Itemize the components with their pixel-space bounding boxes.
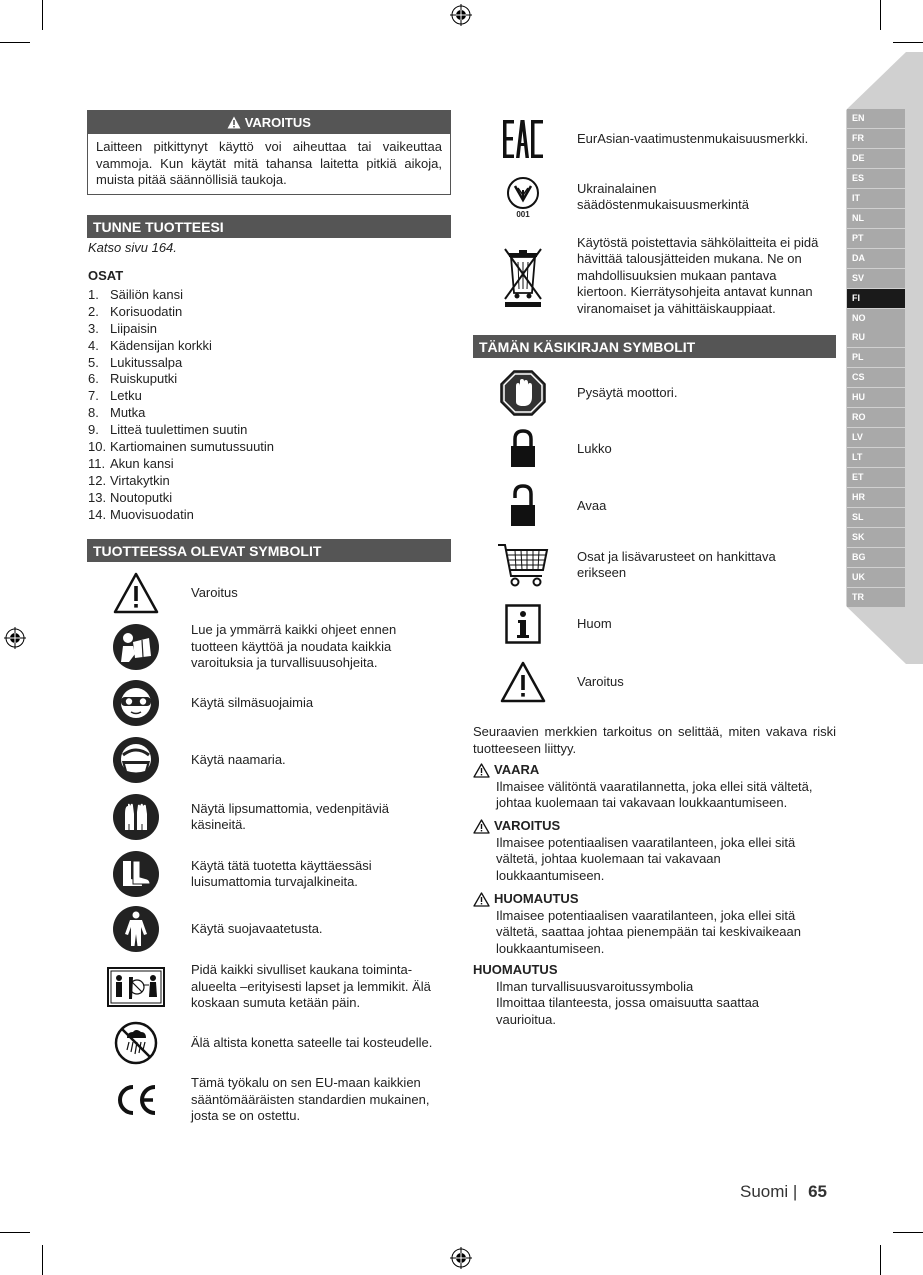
registration-mark-icon [450, 4, 472, 26]
list-item [88, 405, 274, 422]
symbol-description: Lukko [577, 440, 612, 456]
language-tab-fr[interactable]: FR [847, 129, 905, 148]
list-item [88, 456, 274, 473]
read-manual-icon [87, 624, 185, 670]
list-item-number: 3. [88, 320, 99, 336]
list-item-label: Kädensijan korkki [110, 337, 212, 353]
hazard-title: HUOMAUTUS [473, 962, 558, 977]
list-item [88, 473, 274, 490]
mark-description: Ukrainalainen säädöstenmukaisuusmerkintä [577, 180, 749, 212]
symbol-row [87, 618, 451, 676]
language-tab-cs[interactable]: CS [847, 368, 905, 387]
list-item [88, 304, 274, 321]
hazard-title-row [473, 891, 836, 908]
unlock-icon [473, 484, 573, 528]
list-item-label: Litteä tuulettimen suutin [110, 422, 248, 438]
list-item-number: 7. [88, 388, 99, 404]
crop-mark [0, 1232, 30, 1233]
list-item [88, 507, 274, 524]
list-item [88, 321, 274, 338]
hazard-level [473, 962, 836, 1028]
crop-mark [42, 0, 43, 30]
hazard-description: Ilmaisee välitöntä vaaratilannetta, joka ellei sitä vältetä, johtaa kuolemaan tai vakavaan loukkaantumiseen. [496, 778, 813, 810]
language-tab-en[interactable]: EN [847, 109, 905, 128]
symbol-description: Pidä kaikki sivulliset kaukana toiminta-alueelta –erityisesti lapset ja lemmikit. Älä koskaan sumuta ketään päin. [191, 962, 431, 1011]
hazard-level [473, 891, 836, 957]
language-tab-it[interactable]: IT [847, 189, 905, 208]
mark-description: EurAsian-vaatimustenmukaisuusmerkki. [577, 130, 809, 146]
weee-bin-icon [473, 245, 573, 307]
gloves-icon [87, 794, 185, 840]
shopping-cart-icon [473, 542, 573, 588]
hazard-description: Ilmoittaa tilanteesta, jossa omaisuutta saattaa vaurioitua. [496, 995, 760, 1027]
symbol-row [473, 482, 836, 530]
list-item [88, 439, 274, 456]
list-item-label: Liipaisin [110, 320, 157, 336]
list-item-label: Säiliön kansi [110, 287, 183, 302]
symbol-row [87, 962, 451, 1012]
symbol-row [87, 851, 451, 897]
language-tab-da[interactable]: DA [847, 249, 905, 268]
language-tab-hu[interactable]: HU [847, 388, 905, 407]
hazard-title: VAROITUS [494, 818, 561, 833]
section-header-manual-symbols: TÄMÄN KÄSIKIRJAN SYMBOLIT [473, 335, 836, 358]
symbol-row [473, 540, 836, 590]
keep-bystanders-away-icon [87, 967, 185, 1007]
hazard-description: Ilmaisee potentiaalisen vaaratilanteen, joka ellei sitä vältetä, saattaa johtaa pienempään tai keskivaikeaan loukkaantumiseen. [496, 907, 801, 956]
registration-mark-icon [450, 1247, 472, 1269]
ce-mark-icon [87, 1083, 185, 1117]
mark-row [473, 226, 836, 326]
language-tab-et[interactable]: ET [847, 468, 905, 487]
symbol-description: Käytä tätä tuotetta käyttäessäsi luisumattomia turvajalkineita. [191, 857, 372, 889]
symbol-description: Tämä työkalu on sen EU-maan kaikkien sääntömääräisten standardien mukainen, josta se on ostettu. [191, 1075, 430, 1124]
warning-box-title: VAROITUS [244, 115, 311, 130]
list-item-number: 2. [88, 303, 99, 319]
warning-triangle-icon [227, 116, 241, 129]
symbol-description: Käytä suojavaatetusta. [191, 920, 323, 936]
language-tab-sl[interactable]: SL [847, 508, 905, 527]
symbol-row [87, 570, 451, 616]
list-item-label: Noutoputki [110, 489, 173, 505]
eye-protection-icon [87, 680, 185, 726]
warning-triangle-icon [473, 892, 490, 907]
eac-mark-icon [473, 119, 573, 159]
symbol-row [87, 794, 451, 840]
list-item-label: Virtakytkin [110, 472, 170, 488]
symbol-row [87, 737, 451, 783]
safety-boots-icon [87, 851, 185, 897]
list-item [88, 490, 274, 507]
list-item-label: Korisuodatin [110, 303, 183, 319]
list-item-label: Kartiomainen sumutussuutin [110, 439, 275, 455]
language-tab-lv[interactable]: LV [847, 428, 905, 447]
no-rain-icon [87, 1020, 185, 1066]
mark-row [473, 118, 836, 160]
symbol-row [87, 1073, 451, 1127]
list-item-label: Ruiskuputki [110, 371, 178, 387]
parts-list [88, 287, 274, 523]
language-tab-ro[interactable]: RO [847, 408, 905, 427]
language-tab-sk[interactable]: SK [847, 528, 905, 547]
list-item [88, 388, 274, 405]
language-tab-bg[interactable]: BG [847, 548, 905, 567]
face-mask-icon [87, 737, 185, 783]
hazard-description: Ilmaisee potentiaalisen vaaratilanteen, joka ellei sitä vältetä, johtaa kuolemaan tai vakavaan loukkaantumiseen. [496, 834, 796, 883]
list-item-number: 8. [88, 405, 99, 421]
list-item-number: 1. [88, 287, 99, 302]
list-item [88, 422, 274, 439]
language-tab-hr[interactable]: HR [847, 488, 905, 507]
hazard-title-row [473, 818, 836, 835]
symbol-row [473, 426, 836, 472]
section-header-tunne: TUNNE TUOTTEESI [87, 215, 451, 238]
symbol-description: Varoitus [191, 584, 238, 600]
list-item-number: 12. [88, 472, 107, 488]
footer [740, 1182, 827, 1202]
symbol-description: Varoitus [577, 673, 624, 689]
crop-mark [880, 0, 881, 30]
language-tab-ru[interactable]: RU [847, 328, 905, 347]
language-tab-tr[interactable]: TR [847, 588, 905, 607]
crop-mark [893, 1232, 923, 1233]
symbol-description: Pysäytä moottori. [577, 384, 678, 400]
symbol-row [473, 658, 836, 706]
lock-icon [473, 429, 573, 469]
hazard-level [473, 818, 836, 884]
warning-box [87, 110, 451, 195]
crop-mark [0, 42, 30, 43]
symbol-row [87, 906, 451, 952]
symbol-description: Käytä silmäsuojaimia [191, 694, 314, 710]
symbol-row [473, 368, 836, 418]
info-icon [473, 604, 573, 644]
list-item-number: 10. [88, 439, 107, 455]
mark-row [473, 172, 836, 222]
symbol-description: Huom [577, 615, 612, 631]
language-tab-es[interactable]: ES [847, 169, 905, 188]
language-tab-de[interactable]: DE [847, 149, 905, 168]
list-item-label: Letku [110, 388, 142, 404]
symbol-description: Avaa [577, 497, 607, 513]
crop-mark [42, 1245, 43, 1275]
warning-triangle-icon [473, 763, 490, 778]
ukrainian-mark-icon [473, 176, 573, 219]
mark-description: Käytöstä poistettavia sähkölaitteita ei pidä hävittää talousjätteiden mukana. Ne on mahdollisuuksien mukaan pantava kiertoon. Kierrätysohjeita antavat kunnan viranomaiset ja vähittäiskauppiaat. [577, 234, 819, 316]
hazard-level [473, 762, 836, 812]
list-item-label: Mutka [110, 405, 146, 421]
hazard-description: Ilman turvallisuusvaroitussymbolia [496, 978, 694, 994]
symbol-description: Näytä lipsumattomia, vedenpitäviä käsineitä. [191, 800, 389, 832]
crop-mark [880, 1245, 881, 1275]
symbol-row [87, 1020, 451, 1066]
hazard-title: VAARA [494, 762, 540, 777]
symbol-description: Osat ja lisävarusteet on hankittava erikseen [577, 548, 776, 580]
list-item-number: 14. [88, 506, 107, 522]
footer-language: Suomi | [740, 1182, 798, 1201]
hazard-intro: Seuraavien merkkien tarkoitus on selittää, miten vakava riski tuotteeseen liittyy. [473, 724, 836, 756]
list-item-number: 4. [88, 337, 99, 353]
hazard-title: HUOMAUTUS [494, 891, 579, 906]
list-item-label: Akun kansi [110, 455, 174, 471]
language-tab-sv[interactable]: SV [847, 269, 905, 288]
language-tab-pl[interactable]: PL [847, 348, 905, 367]
list-item [88, 371, 274, 388]
list-item-number: 6. [88, 371, 99, 387]
parts-heading: OSAT [88, 268, 124, 283]
symbol-row [473, 601, 836, 647]
list-item [88, 338, 274, 355]
language-tab-uk[interactable]: UK [847, 568, 905, 587]
language-tab-no[interactable]: NO [847, 309, 905, 328]
hazard-title-row [473, 962, 836, 979]
warning-box-header [88, 111, 450, 134]
list-item [88, 287, 274, 304]
symbol-description: Käytä naamaria. [191, 751, 286, 767]
page-reference: Katso sivu 164. [88, 240, 177, 255]
symbol-row [87, 680, 451, 726]
list-item-label: Muovisuodatin [110, 506, 194, 522]
page-number: 65 [808, 1182, 827, 1201]
language-tab-nl[interactable]: NL [847, 209, 905, 228]
warning-box-text: Laitteen pitkittynyt käyttö voi aiheuttaa tai vaikeuttaa vammoja. Kun käytät mitä tahansa laitetta pitkiä aikoja, muista pitää säännöllisiä taukoja. [96, 139, 442, 187]
list-item-number: 11. [88, 455, 106, 471]
symbol-description: Älä altista konetta sateelle tai kosteudelle. [191, 1034, 433, 1050]
section-header-product-symbols: TUOTTEESSA OLEVAT SYMBOLIT [87, 539, 451, 562]
language-tab-fi[interactable]: FI [847, 289, 905, 308]
warning-triangle-icon [473, 661, 573, 703]
language-tab-pt[interactable]: PT [847, 229, 905, 248]
mark-code: 001 [516, 209, 530, 219]
hazard-title-row [473, 762, 836, 779]
warning-triangle-icon [473, 819, 490, 834]
stop-motor-icon [473, 369, 573, 417]
registration-mark-icon [4, 627, 26, 649]
list-item-number: 13. [88, 489, 107, 505]
list-item-number: 5. [88, 354, 99, 370]
symbol-description: Lue ja ymmärrä kaikki ohjeet ennen tuotteen käyttöä ja noudata kaikkia varoituksia ja turvallisuusohjeita. [191, 622, 397, 671]
list-item-label: Lukitussalpa [110, 354, 183, 370]
list-item [88, 355, 274, 372]
protective-clothing-icon [87, 906, 185, 952]
language-tab-lt[interactable]: LT [847, 448, 905, 467]
warning-triangle-icon [87, 572, 185, 614]
crop-mark [893, 42, 923, 43]
list-item-number: 9. [88, 422, 99, 438]
